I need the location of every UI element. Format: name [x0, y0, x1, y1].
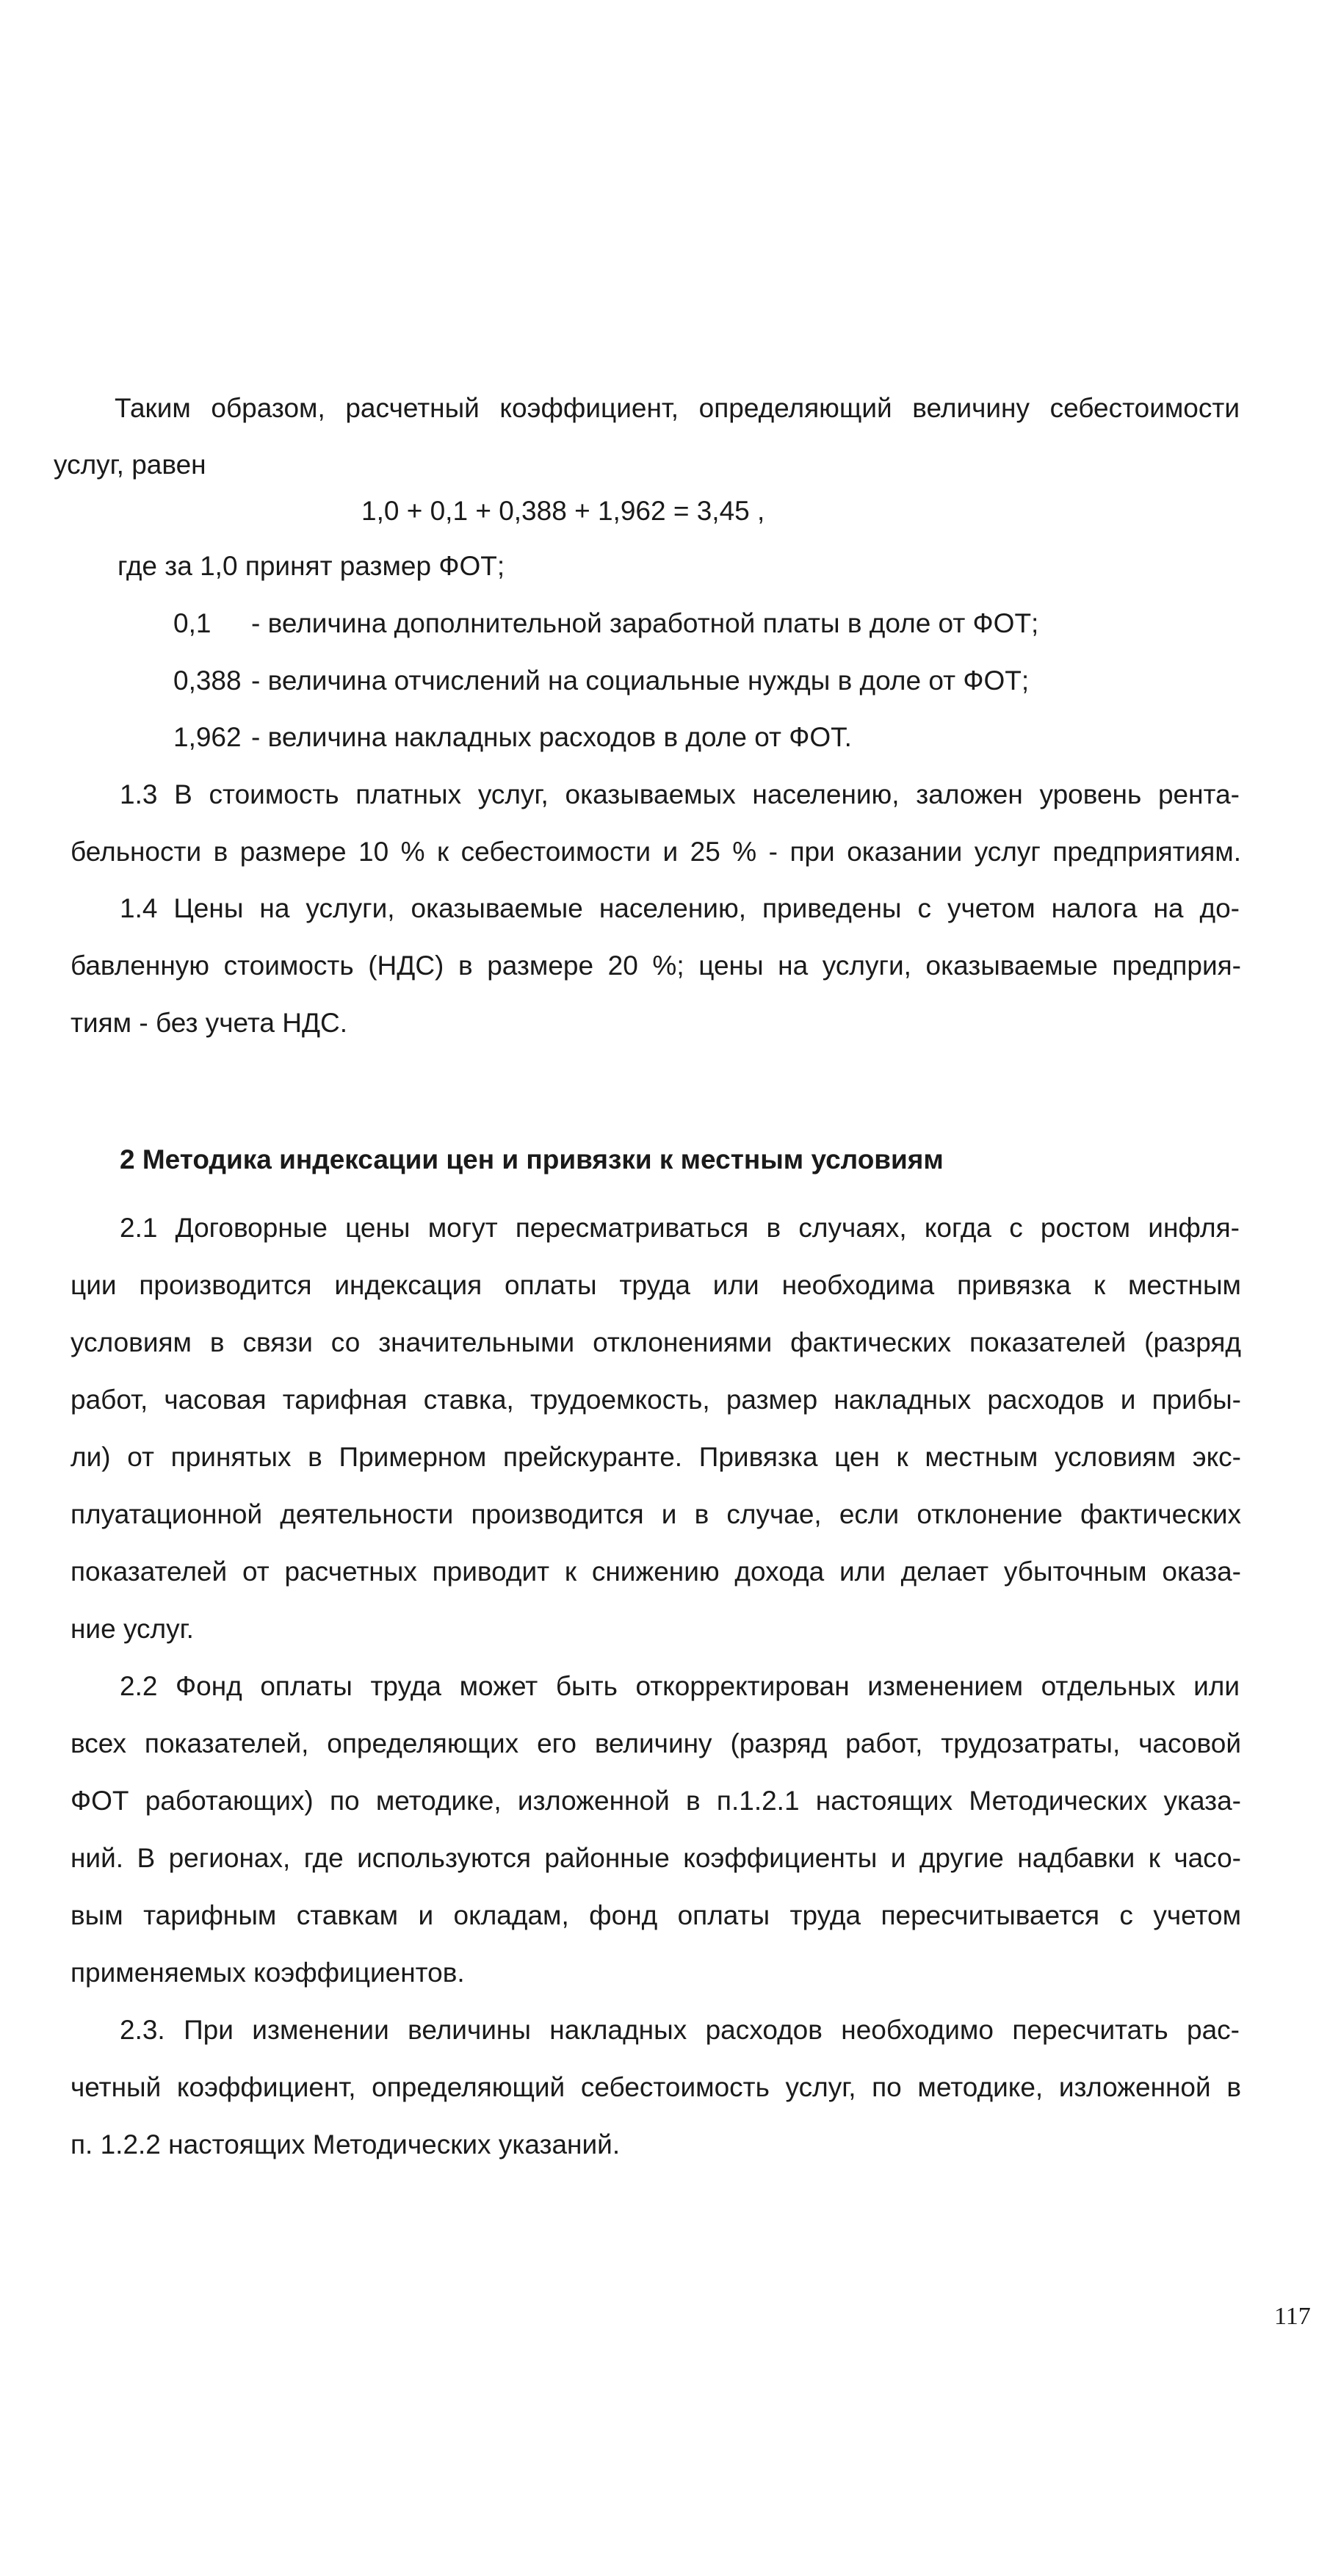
paragraph-2-1-line: ции производится индексация оплаты труда или необходима привязка к местным [71, 1270, 1241, 1300]
paragraph-2-3-line: 2.3. При изменении величины накладных расходов необходимо пересчитать рас- [120, 2015, 1240, 2045]
paragraph-2-2-line: вым тарифным ставкам и окладам, фонд оплаты труда пересчитывается с учетом [71, 1900, 1241, 1930]
intro-line-1: Таким образом, расчетный коэффициент, определяющий величину себестоимости [115, 393, 1240, 423]
paragraph-2-2-line: ФОТ работающих) по методике, изложенной в п.1.2.1 настоящих Методических указа- [71, 1786, 1241, 1816]
item-value: 1,962 [173, 722, 242, 752]
paragraph-2-1-line: ние услуг. [71, 1614, 194, 1644]
formula: 1,0 + 0,1 + 0,388 + 1,962 = 3,45 , [361, 496, 765, 526]
intro-line-2: услуг, равен [54, 450, 206, 480]
page-number: 117 [1274, 2303, 1311, 2330]
paragraph-2-1-line: условиям в связи со значительными отклонениями фактических показателей (разряд [71, 1327, 1241, 1357]
paragraph-2-3-line: четный коэффициент, определяющий себестоимость услуг, по методике, изложенной в [71, 2072, 1241, 2102]
paragraph-2-2-line: применяемых коэффициентов. [71, 1958, 465, 1988]
paragraph-2-1-line: ли) от принятых в Примерном прейскуранте. Привязка цен к местным условиям экс- [71, 1442, 1241, 1472]
paragraph-1-4-line: тиям - без учета НДС. [71, 1008, 348, 1038]
paragraph-1-4-line: 1.4 Цены на услуги, оказываемые населению, приведены с учетом налога на до- [120, 893, 1240, 923]
paragraph-2-1-line: показателей от расчетных приводит к снижению дохода или делает убыточным оказа- [71, 1556, 1241, 1587]
where-line: где за 1,0 принят размер ФОТ; [118, 551, 505, 581]
item-value: 0,1 [173, 608, 212, 638]
item-text: - величина дополнительной заработной платы в доле от ФОТ; [251, 608, 1039, 638]
paragraph-2-2-line: всех показателей, определяющих его величину (разряд работ, трудозатраты, часовой [71, 1728, 1241, 1758]
paragraph-2-1-line: работ, часовая тарифная ставка, трудоемкость, размер накладных расходов и прибы- [71, 1385, 1241, 1415]
paragraph-2-3-line: п. 1.2.2 настоящих Методических указаний. [71, 2129, 621, 2160]
paragraph-2-2-line: ний. В регионах, где используются районные коэффициенты и другие надбавки к часо- [71, 1843, 1241, 1873]
paragraph-2-1-line: 2.1 Договорные цены могут пересматриваться в случаях, когда с ростом инфля- [120, 1213, 1240, 1243]
paragraph-2-2-line: 2.2 Фонд оплаты труда может быть откорректирован изменением отдельных или [120, 1671, 1240, 1701]
item-value: 0,388 [173, 665, 242, 696]
paragraph-1-3-line: бельности в размере 10 % к себестоимости и 25 % - при оказании услуг предприятиям. [71, 837, 1241, 867]
paragraph-2-1-line: плуатационной деятельности производится и в случае, если отклонение фактических [71, 1499, 1241, 1529]
item-text: - величина накладных расходов в доле от ФОТ. [251, 722, 852, 752]
section-2-heading: 2 Методика индексации цен и привязки к местным условиям [120, 1144, 944, 1175]
paragraph-1-3-line: 1.3 В стоимость платных услуг, оказываемых населению, заложен уровень рента- [120, 779, 1240, 809]
paragraph-1-4-line: бавленную стоимость (НДС) в размере 20 %; цены на услуги, оказываемые предприя- [71, 950, 1241, 981]
item-text: - величина отчислений на социальные нужды в доле от ФОТ; [251, 665, 1030, 696]
